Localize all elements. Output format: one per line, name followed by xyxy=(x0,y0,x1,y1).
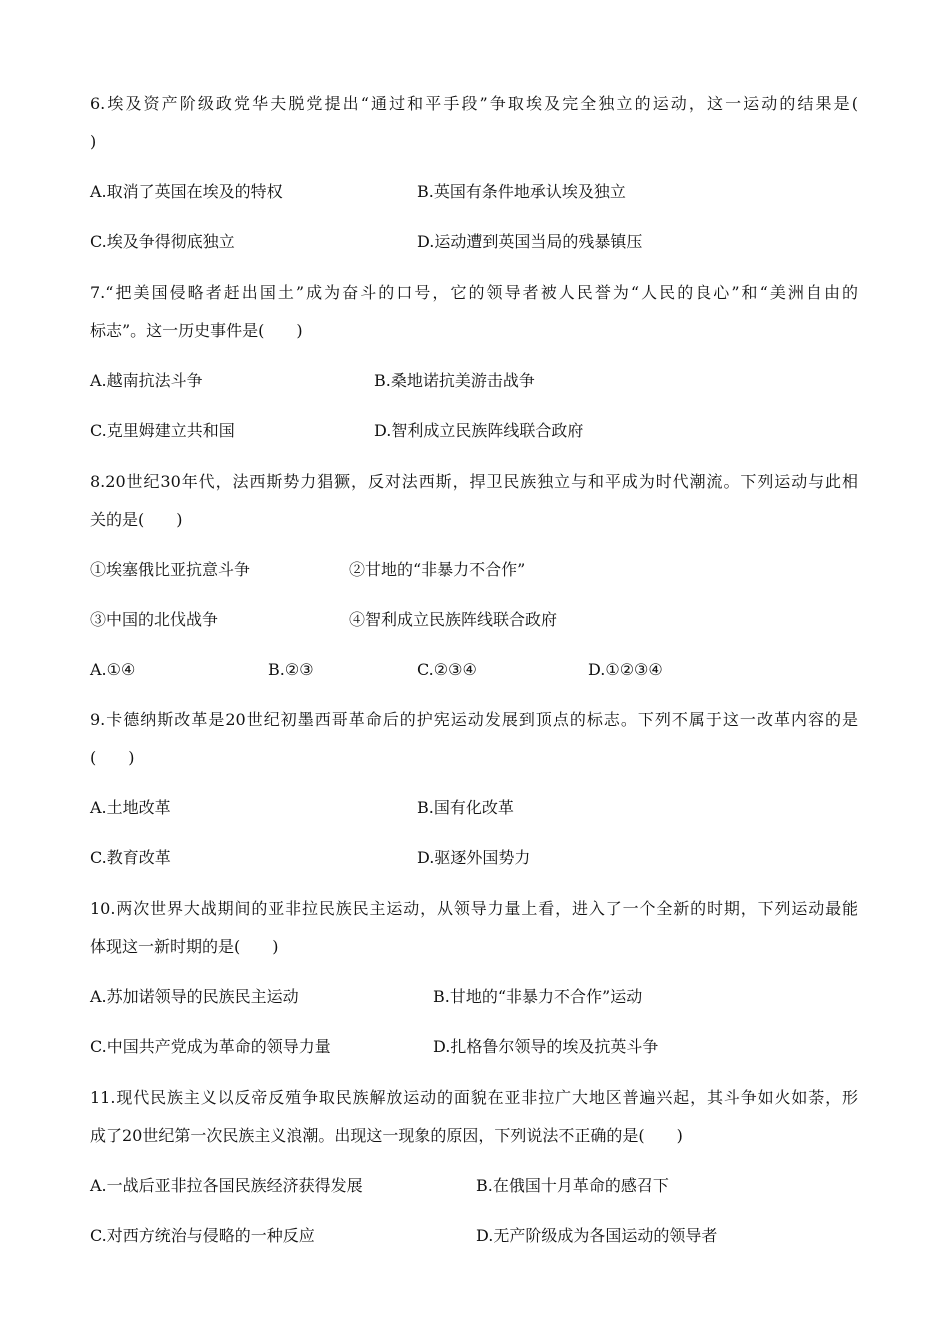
q10-stem-line2: 体现这一新时期的是( ) xyxy=(90,937,279,956)
q11-option-b: B.在俄国十月革命的感召下 xyxy=(476,1176,669,1195)
q7-option-c: C.克里姆建立共和国 xyxy=(90,421,235,440)
q9-option-d: D.驱逐外国势力 xyxy=(417,848,531,867)
q10-option-a: A.苏加诺领导的民族民主运动 xyxy=(90,987,299,1006)
q8-item-2: ②甘地的“非暴力不合作” xyxy=(349,560,526,579)
q11-stem-line1: 11.现代民族主义以反帝反殖争取民族解放运动的面貌在亚非拉广大地区普遍兴起，其斗争如火如荼，形 xyxy=(90,1088,858,1107)
q7-stem-line2: 标志”。这一历史事件是( ) xyxy=(90,321,303,340)
q8-option-b: B.②③ xyxy=(268,660,314,679)
q8-item-4: ④智利成立民族阵线联合政府 xyxy=(349,610,558,629)
q8-option-c: C.②③④ xyxy=(417,660,477,679)
q8-item-1: ①埃塞俄比亚抗意斗争 xyxy=(90,560,251,579)
q6-option-a: A.取消了英国在埃及的特权 xyxy=(90,182,283,201)
q11-option-c: C.对西方统治与侵略的一种反应 xyxy=(90,1226,315,1245)
q8-stem-line2: 关的是( ) xyxy=(90,510,183,529)
q7-option-a: A.越南抗法斗争 xyxy=(90,371,203,390)
q9-option-a: A.土地改革 xyxy=(90,798,171,817)
q6-stem-line1: 6.埃及资产阶级政党华夫脱党提出“通过和平手段”争取埃及完全独立的运动，这一运动的结果是( xyxy=(90,94,858,113)
q7-stem-line1: 7.“把美国侵略者赶出国土”成为奋斗的口号，它的领导者被人民誉为“人民的良心”和“美洲自由的 xyxy=(90,283,858,302)
q7-option-d: D.智利成立民族阵线联合政府 xyxy=(374,421,584,440)
q7-option-b: B.桑地诺抗美游击战争 xyxy=(374,371,535,390)
q6-option-c: C.埃及争得彻底独立 xyxy=(90,232,235,251)
q6-option-b: B.英国有条件地承认埃及独立 xyxy=(417,182,626,201)
q10-option-b: B.甘地的“非暴力不合作”运动 xyxy=(433,987,643,1006)
q10-stem-line1: 10.两次世界大战期间的亚非拉民族民主运动，从领导力量上看，进入了一个全新的时期，下列运动最能 xyxy=(90,899,858,918)
q10-option-d: D.扎格鲁尔领导的埃及抗英斗争 xyxy=(433,1037,659,1056)
q6-stem-line2: ) xyxy=(90,132,97,151)
q10-option-c: C.中国共产党成为革命的领导力量 xyxy=(90,1037,331,1056)
q8-option-d: D.①②③④ xyxy=(588,660,663,679)
q8-item-3: ③中国的北伐战争 xyxy=(90,610,219,629)
q8-stem-line1: 8.20世纪30年代，法西斯势力猖獗，反对法西斯，捍卫民族独立与和平成为时代潮流。下列运动与此相 xyxy=(90,472,858,491)
q6-option-d: D.运动遭到英国当局的残暴镇压 xyxy=(417,232,643,251)
q9-stem-line1: 9.卡德纳斯改革是20世纪初墨西哥革命后的护宪运动发展到顶点的标志。下列不属于这一改革内容的是 xyxy=(90,710,858,729)
q9-stem-line2: ( ) xyxy=(90,748,135,767)
q11-option-d: D.无产阶级成为各国运动的领导者 xyxy=(476,1226,718,1245)
q9-option-b: B.国有化改革 xyxy=(417,798,514,817)
q11-stem-line2: 成了20世纪第一次民族主义浪潮。出现这一现象的原因，下列说法不正确的是( ) xyxy=(90,1126,683,1145)
q8-option-a: A.①④ xyxy=(90,660,136,679)
q9-option-c: C.教育改革 xyxy=(90,848,171,867)
q11-option-a: A.一战后亚非拉各国民族经济获得发展 xyxy=(90,1176,363,1195)
